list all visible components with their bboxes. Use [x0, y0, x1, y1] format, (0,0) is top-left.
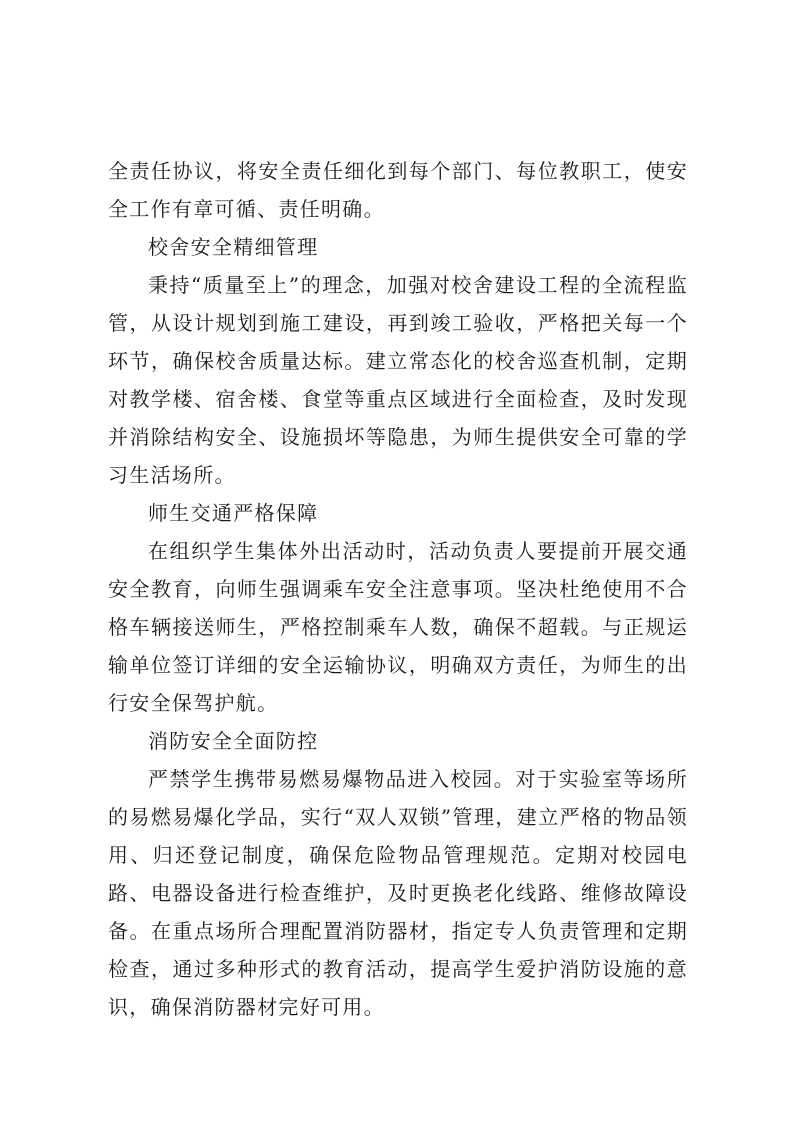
section-school-buildings	[108, 228, 688, 494]
document-body	[108, 152, 688, 1026]
section-paragraph: 在组织学生集体外出活动时，活动负责人要提前开展交通安全教育，向师生强调乘车安全注意事项。坚决杜绝使用不合格车辆接送师生，严格控制乘车人数，确保不超载。与正规运输单位签订详细的安全运输协议，明确双方责任，为师生的出行安全保驾护航。	[108, 539, 688, 715]
section-traffic-safety	[108, 494, 688, 722]
section-paragraph: 秉持“质量至上”的理念，加强对校舍建设工程的全流程监管，从设计规划到施工建设，再到竣工验收，严格把关每一个环节，确保校舍质量达标。建立常态化的校舍巡查机制，定期对教学楼、宿舍楼、食堂等重点区域进行全面检查，及时发现并消除结构安全、设施损坏等隐患，为师生提供安全可靠的学习生活场所。	[108, 273, 688, 487]
section-paragraph: 严禁学生携带易燃易爆物品进入校园。对于实验室等场所的易燃易爆化学品，实行“双人双锁”管理，建立严格的物品领用、归还登记制度，确保危险物品管理规范。定期对校园电路、电器设备进行检查维护，及时更换老化线路、维修故障设备。在重点场所合理配置消防器材，指定专人负责管理和定期检查，通过多种形式的教育活动，提高学生爱护消防设施的意识，确保消防器材完好可用。	[108, 767, 688, 1019]
intro-paragraph: 全责任协议，将安全责任细化到每个部门、每位教职工，使安全工作有章可循、责任明确。	[108, 159, 688, 221]
section-heading: 师生交通严格保障	[148, 501, 319, 525]
section-fire-safety	[108, 722, 688, 1026]
section-heading: 校舍安全精细管理	[148, 235, 319, 259]
section-heading: 消防安全全面防控	[148, 729, 319, 753]
